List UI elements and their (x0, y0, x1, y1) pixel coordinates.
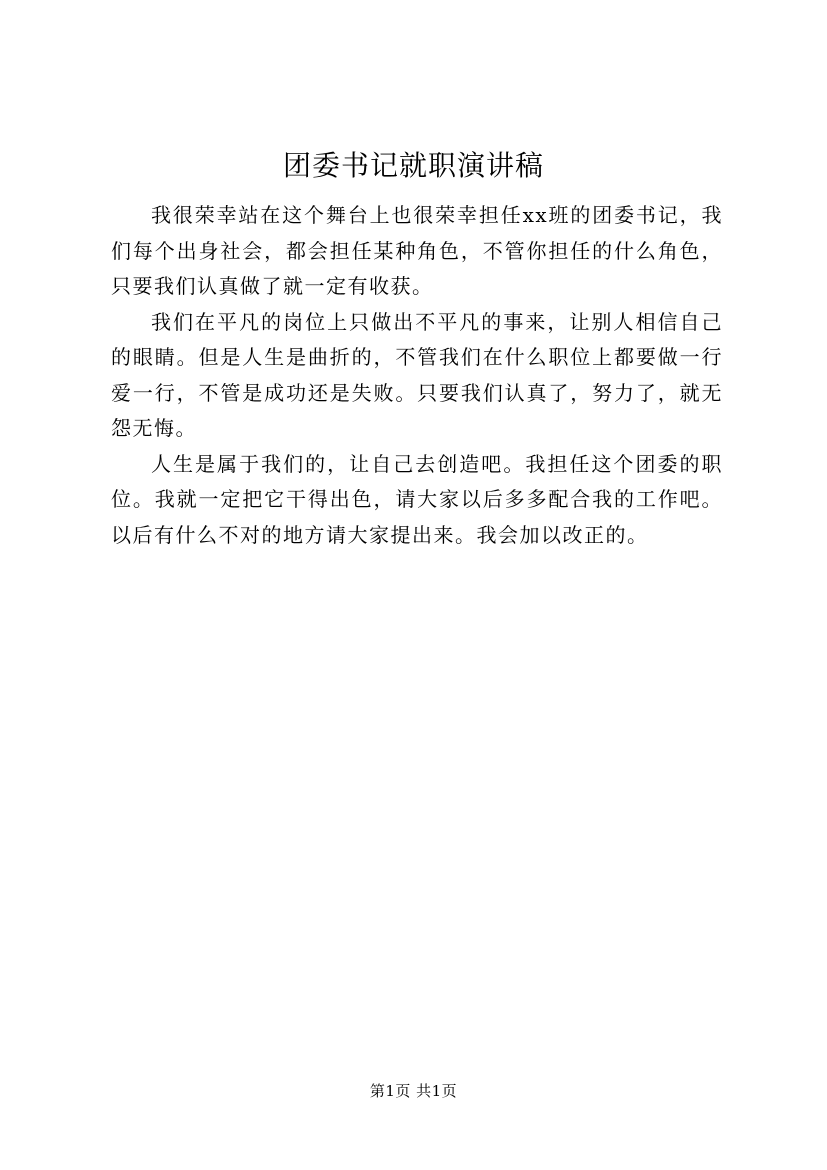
document-title: 团委书记就职演讲稿 (282, 149, 544, 182)
paragraph-1: 我很荣幸站在这个舞台上也很荣幸担任xx班的团委书记，我们每个出身社会，都会担任某种角色，不管你担任的什么角色，只要我们认真做了就一定有收获。 (111, 203, 723, 298)
paragraph-3: 人生是属于我们的，让自己去创造吧。我担任这个团委的职位。我就一定把它干得出色，请大家以后多多配合我的工作吧。以后有什么不对的地方请大家提出来。我会加以改正的。 (111, 451, 723, 547)
paragraph-2: 我们在平凡的岗位上只做出不平凡的事来，让别人相信自己的眼睛。但是人生是曲折的，不管我们在什么职位上都要做一行爱一行，不管是成功还是失败。只要我们认真了，努力了，就无怨无悔。 (111, 309, 723, 440)
document-body (111, 198, 723, 553)
page-footer: 第1页 共1页 (369, 1082, 458, 1100)
